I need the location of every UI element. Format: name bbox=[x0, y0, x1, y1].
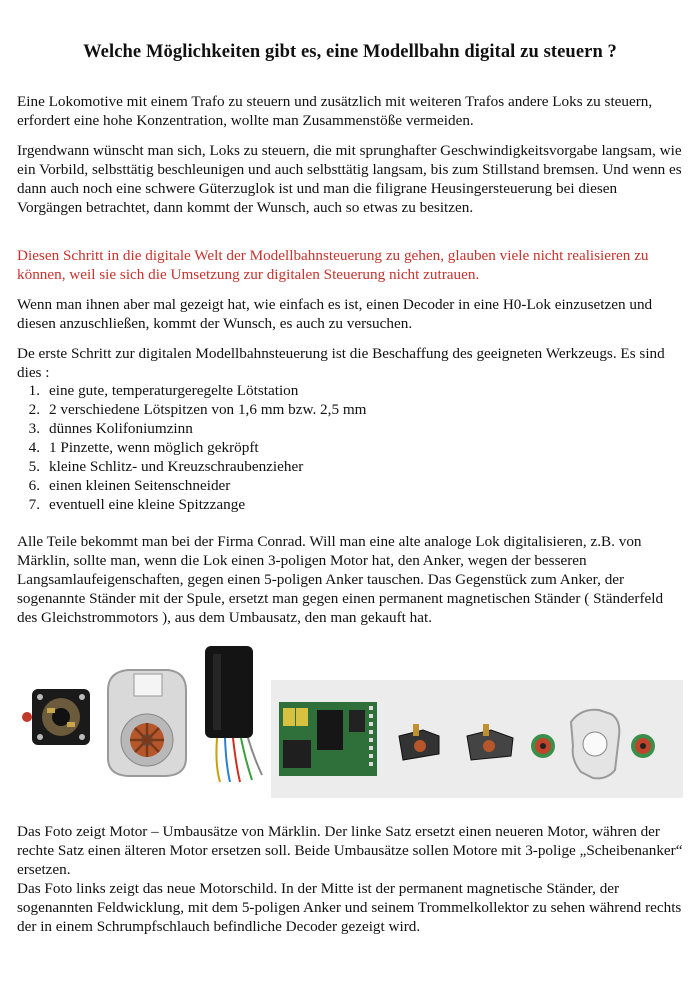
paragraph-intro: Eine Lokomotive mit einem Trafo zu steuern und zusätzlich mit weiteren Trafos andere Loks zu steuern, erfordert eine hohe Konzentration, wollte man Zusammenstöße vermeiden. bbox=[17, 93, 653, 129]
conversion-sets-photo bbox=[271, 680, 683, 798]
decoder-board-image bbox=[279, 702, 377, 776]
stator-image bbox=[571, 710, 619, 779]
anchor-second-image bbox=[631, 734, 655, 758]
motor-shield-image bbox=[22, 689, 90, 745]
tools-list bbox=[17, 381, 366, 514]
decoder-image bbox=[205, 646, 262, 782]
list-item: 3. dünnes Kolifoniumzinn bbox=[28, 420, 193, 437]
paragraph-photo-left: Das Foto links zeigt das neue Motorschild. In der Mitte ist der permanent magnetische Ständer, der sogenannten Feldwicklung, mit dem 5-poligen Anker und seinem Trommelkollektor zu sehen während rechts der in einem Schrumpfschlauch befindliche Decoder gezeigt wird. bbox=[17, 880, 682, 935]
list-item: 6. einen kleinen Seitenschneider bbox=[28, 477, 231, 494]
list-item: 2. 2 verschiedene Lötspitzen von 1,6 mm bzw. 2,5 mm bbox=[28, 401, 367, 418]
paragraph-tools-intro: De erste Schritt zur digitalen Modellbahnsteuerung ist die Beschaffung des geeigneten Werkzeugs. Es sind dies : bbox=[17, 345, 665, 381]
paragraph-conrad: Alle Teile bekommt man bei der Firma Conrad. Will man eine alte analoge Lok digitalisieren, z.B. von Märklin, sollte man, wenn die Lok einen 3-poligen Motor hat, den Anker, wegen der besseren Langsamlaufeigenschaften, gegen einen 5-poligen Anker tauschen. Das Gegenstück zum Anker, der sogenannte Ständer mit der Spule, ersetzt man gegen einen permanent magnetischen Ständer ( Ständerfeld des Gleichstrommotors ), aus dem Umbausatz, den man gekauft hat. bbox=[17, 533, 664, 626]
page-title: Welche Möglichkeiten gibt es, eine Modellbahn digital zu steuern ? bbox=[83, 42, 617, 62]
paragraph-wish: Irgendwann wünscht man sich, Loks zu steuern, die mit sprunghafter Geschwindigkeitsvorgabe langsam, wie ein Vorbild, selbsttätig beschleunigen und auch selbsttätig langsam, bis zum Stillstand bremsen. Und wenn es dann auch noch eine schwere Güterzuglok ist und man die filigrane Heusingersteuerung bei diesen Vorgängen betrachtet, dann kommt der Wunsch, auch so etwas zu besitzen. bbox=[17, 142, 682, 216]
list-item: 5. kleine Schlitz- und Kreuzschraubenzieher bbox=[28, 458, 304, 475]
list-item: 1. eine gute, temperaturgeregelte Lötstation bbox=[28, 382, 299, 399]
paragraph-photo-caption: Das Foto zeigt Motor – Umbausätze von Märklin. Der linke Satz ersetzt einen neueren Motor, währen der rechte Satz einen älteren Motor ersetzen soll. Beide Umbausätze sollen Motore mit 3-polige „Scheibenanker“ ersetzen. bbox=[17, 823, 683, 878]
list-item: 7. eventuell eine kleine Spitzzange bbox=[28, 496, 246, 513]
list-item: 4. 1 Pinzette, wenn möglich gekröpft bbox=[28, 439, 259, 456]
stator-anchor-image bbox=[108, 670, 186, 776]
anchor-image bbox=[531, 734, 555, 758]
motor-parts-photo bbox=[20, 640, 270, 785]
paragraph-decoder: Wenn man ihnen aber mal gezeigt hat, wie einfach es ist, einen Decoder in eine H0-Lok einzusetzen und diesen anzuschließen, kommt der Wunsch, es auch zu versuchen. bbox=[17, 296, 653, 332]
paragraph-highlight: Diesen Schritt in die digitale Welt der Modellbahnsteuerung zu gehen, glauben viele nicht realisieren zu können, weil sie sich die Umsetzung zur digitalen Steuerung nicht zutrauen. bbox=[17, 247, 649, 283]
